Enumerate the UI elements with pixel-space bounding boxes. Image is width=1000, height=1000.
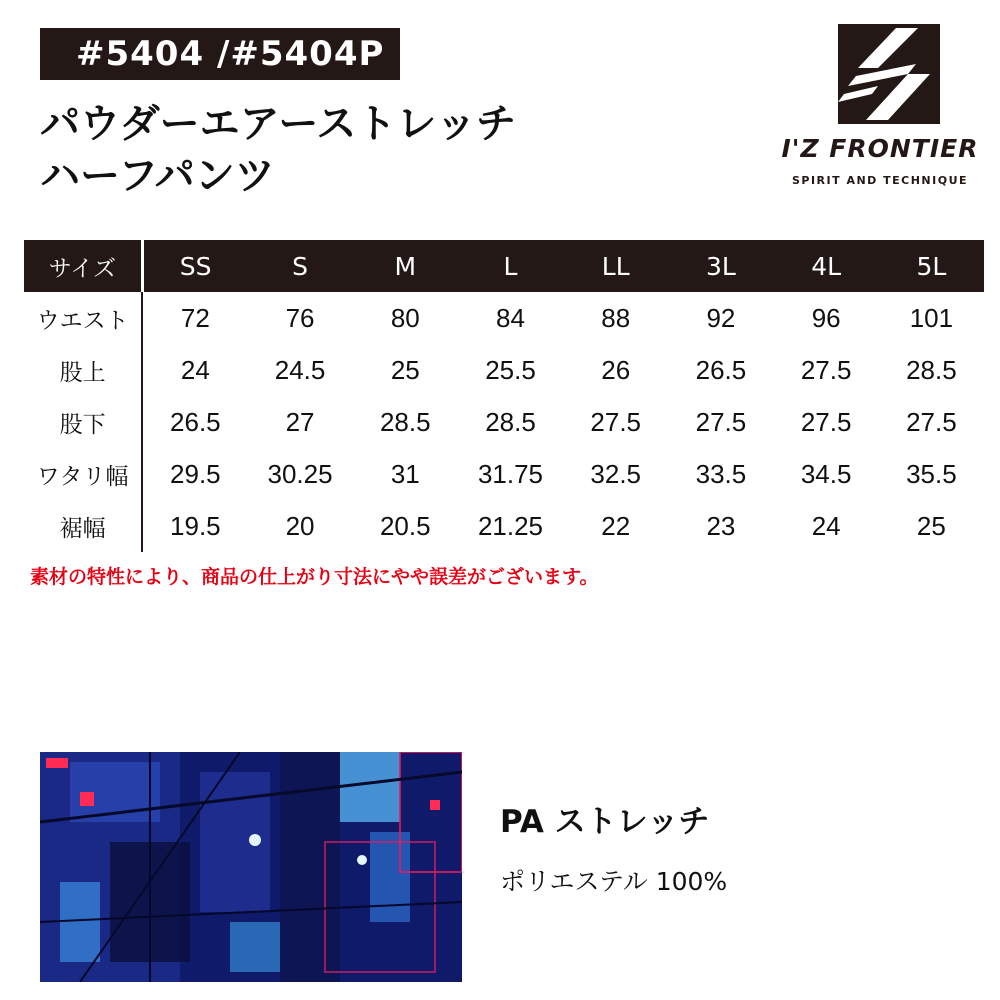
size-header-cell: S [247, 240, 352, 292]
table-cell: 35.5 [906, 458, 957, 489]
table-row [24, 396, 984, 448]
row-label: ウエスト [24, 292, 142, 344]
table-cell: 24 [811, 510, 841, 541]
table-cell: 72 [180, 302, 210, 333]
table-cell: 92 [706, 302, 736, 333]
table-cell: 32.5 [590, 458, 642, 489]
fabric-name: PA ストレッチ [500, 804, 710, 840]
size-header-cell: LL [563, 240, 668, 292]
table-cell: 20 [285, 510, 315, 541]
row-label: 股下 [24, 396, 142, 448]
product-code: #5404 /#5404P [76, 34, 385, 74]
table-cell: 20.5 [379, 510, 431, 541]
table-cell: 88 [601, 302, 631, 333]
row-label: ワタリ幅 [24, 448, 142, 500]
size-header-row [24, 240, 984, 292]
table-cell: 28.5 [379, 406, 431, 437]
table-cell: 101 [909, 302, 954, 333]
table-cell: 28.5 [906, 354, 957, 385]
size-header-cell: 3L [668, 240, 773, 292]
table-cell: 30.25 [267, 458, 333, 489]
table-cell: 25.5 [485, 354, 536, 385]
table-cell: 80 [390, 302, 420, 333]
table-row [24, 448, 984, 500]
brand-name: I'Z FRONTIER [781, 134, 979, 163]
brand-logo-icon [838, 24, 940, 124]
size-header-cell: 4L [774, 240, 879, 292]
fabric-composition: ポリエステル 100% [500, 867, 728, 896]
table-cell: 27.5 [695, 406, 747, 437]
size-header-cell: L [458, 240, 563, 292]
table-cell: 26 [601, 354, 631, 385]
table-cell: 31 [390, 458, 420, 489]
table-cell: 21.25 [477, 510, 544, 541]
brand-tagline: SPIRIT AND TECHNIQUE [791, 174, 969, 187]
table-cell: 24 [180, 354, 210, 385]
table-cell: 34.5 [800, 458, 852, 489]
table-cell: 96 [811, 302, 841, 333]
table-cell: 26.5 [695, 354, 747, 385]
size-disclaimer-note: 素材の特性により、商品の仕上がり寸法にやや誤差がございます。 [30, 566, 599, 588]
size-header-cell: SS [142, 240, 247, 292]
table-cell: 27.5 [800, 406, 852, 437]
product-title-line-2: ハーフパンツ [40, 153, 275, 199]
table-cell: 22 [601, 510, 631, 541]
table-row [24, 344, 984, 396]
table-row [24, 500, 984, 552]
table-cell: 24.5 [274, 354, 326, 385]
product-title-line-1: パウダーエアーストレッチ [40, 101, 516, 147]
size-header-cell: M [353, 240, 458, 292]
row-label: 股上 [24, 344, 142, 396]
table-cell: 25 [390, 354, 420, 385]
table-cell: 76 [285, 302, 315, 333]
table-cell: 29.5 [170, 458, 221, 489]
table-cell: 27.5 [906, 406, 957, 437]
table-cell: 26.5 [170, 406, 221, 437]
table-cell: 28.5 [485, 406, 536, 437]
row-label: 裾幅 [24, 500, 142, 552]
table-cell: 33.5 [695, 458, 747, 489]
table-cell: 25 [916, 510, 946, 541]
table-cell: 19.5 [170, 510, 221, 541]
fabric-swatch-image [40, 752, 462, 982]
table-row [24, 292, 984, 344]
table-cell: 27.5 [590, 406, 642, 437]
size-header-cell: 5L [879, 240, 984, 292]
size-chart-table [24, 240, 984, 552]
product-title [40, 98, 760, 202]
table-cell: 31.75 [477, 458, 544, 489]
product-code-badge [40, 28, 400, 80]
table-cell: 27 [285, 406, 315, 437]
table-cell: 84 [496, 302, 525, 333]
table-cell: 27.5 [800, 354, 852, 385]
size-corner-label: サイズ [24, 240, 142, 292]
table-cell: 23 [706, 510, 736, 541]
